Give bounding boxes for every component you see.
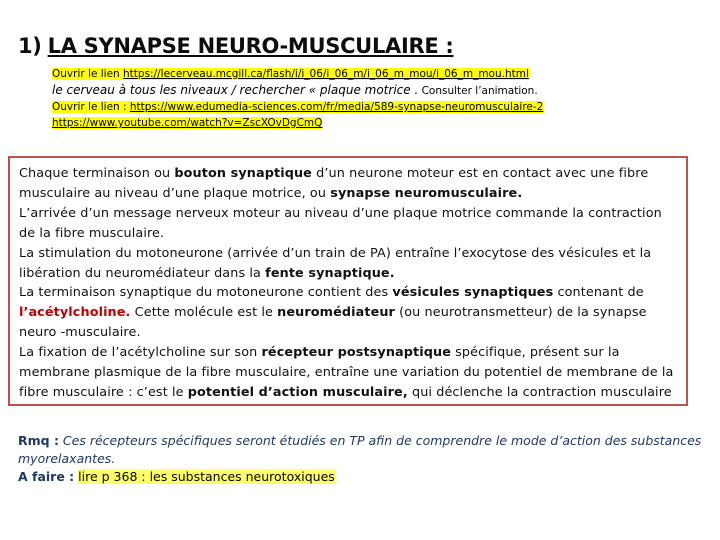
link-youtube[interactable]: https://www.youtube.com/watch?v=ZscXOvDgCmQ bbox=[52, 117, 323, 129]
term-neuromediateur: neuromédiateur bbox=[277, 305, 395, 321]
link-line-4 bbox=[52, 115, 572, 131]
remark-line bbox=[18, 432, 708, 468]
link-3-prefix: Ouvrir le lien : bbox=[52, 101, 130, 113]
title-number: 1) bbox=[18, 34, 42, 58]
remark-block bbox=[18, 432, 708, 486]
paragraph-2: L’arrivée d’un message nerveux moteur au niveau d’une plaque motrice commande la contraction de la fibre musculaire. bbox=[19, 205, 662, 241]
title-text: LA SYNAPSE NEURO-MUSCULAIRE : bbox=[47, 34, 454, 58]
term-vesicules-synaptiques: vésicules synaptiques bbox=[392, 285, 554, 301]
term-recepteur-postsynaptique: récepteur postsynaptique bbox=[261, 345, 451, 361]
paragraph-3: La stimulation du motoneurone (arrivée d’un train de PA) entraîne l’exocytose des vésicules et la libération du neuromédiateur dans la fente synaptique. bbox=[19, 245, 652, 281]
todo-label: A faire : bbox=[18, 469, 75, 484]
link-edumedia[interactable]: https://www.edumedia-sciences.com/fr/media/589-synapse-neuromusculaire-2 bbox=[129, 101, 544, 113]
paragraph-4: La terminaison synaptique du motoneurone contient des vésicules synaptiques contenant de l’acétylcholine. Cette molécule est le neuromédiateur (ou neurotransmetteur) de la synapse neuro -musculaire. bbox=[19, 285, 647, 341]
content-box bbox=[8, 156, 688, 406]
term-fente-synaptique: fente synaptique. bbox=[265, 265, 395, 281]
link-line-2 bbox=[52, 82, 572, 99]
todo-text: lire p 368 : les substances neurotoxiques bbox=[78, 469, 335, 484]
link-lecerveau[interactable]: https://lecerveau.mcgill.ca/flash/i/i_06/i_06_m/i_06_m_mou/i_06_m_mou.html bbox=[123, 68, 529, 80]
link-line-1 bbox=[52, 66, 572, 82]
term-acetylcholine: l’acétylcholine. bbox=[19, 305, 131, 321]
paragraph-1: Chaque terminaison ou bouton synaptique d’un neurone moteur est en contact avec une fibre musculaire au niveau d’une plaque motrice, ou synapse neuromusculaire. bbox=[19, 166, 649, 201]
link-2-consult: Consulter l’animation. bbox=[418, 85, 538, 97]
term-synapse-neuromusculaire: synapse neuromusculaire. bbox=[330, 185, 523, 201]
todo-line bbox=[18, 468, 708, 486]
term-bouton-synaptique: bouton synaptique bbox=[174, 166, 312, 181]
page-title bbox=[18, 34, 454, 58]
link-line-3 bbox=[52, 99, 572, 115]
link-1-prefix: Ouvrir le lien bbox=[52, 68, 124, 80]
paragraph-5: La fixation de l’acétylcholine sur son récepteur postsynaptique spécifique, présent sur la membrane plasmique de la fibre musculaire, entraîne une variation du potentiel de membrane de la fibre musculaire : c’est le potentiel d’action musculaire, qui déclenche la contraction musculaire bbox=[19, 345, 674, 400]
remark-label: Rmq : bbox=[18, 433, 59, 448]
term-potentiel-action-musculaire: potentiel d’action musculaire, bbox=[187, 384, 408, 400]
resource-links bbox=[52, 66, 572, 131]
link-2-instructions: le cerveau à tous les niveaux / rechercher « plaque motrice . bbox=[52, 83, 419, 97]
remark-text: Ces récepteurs spécifiques seront étudiés en TP afin de comprendre le mode d’action des substances myorelaxantes. bbox=[18, 433, 702, 466]
